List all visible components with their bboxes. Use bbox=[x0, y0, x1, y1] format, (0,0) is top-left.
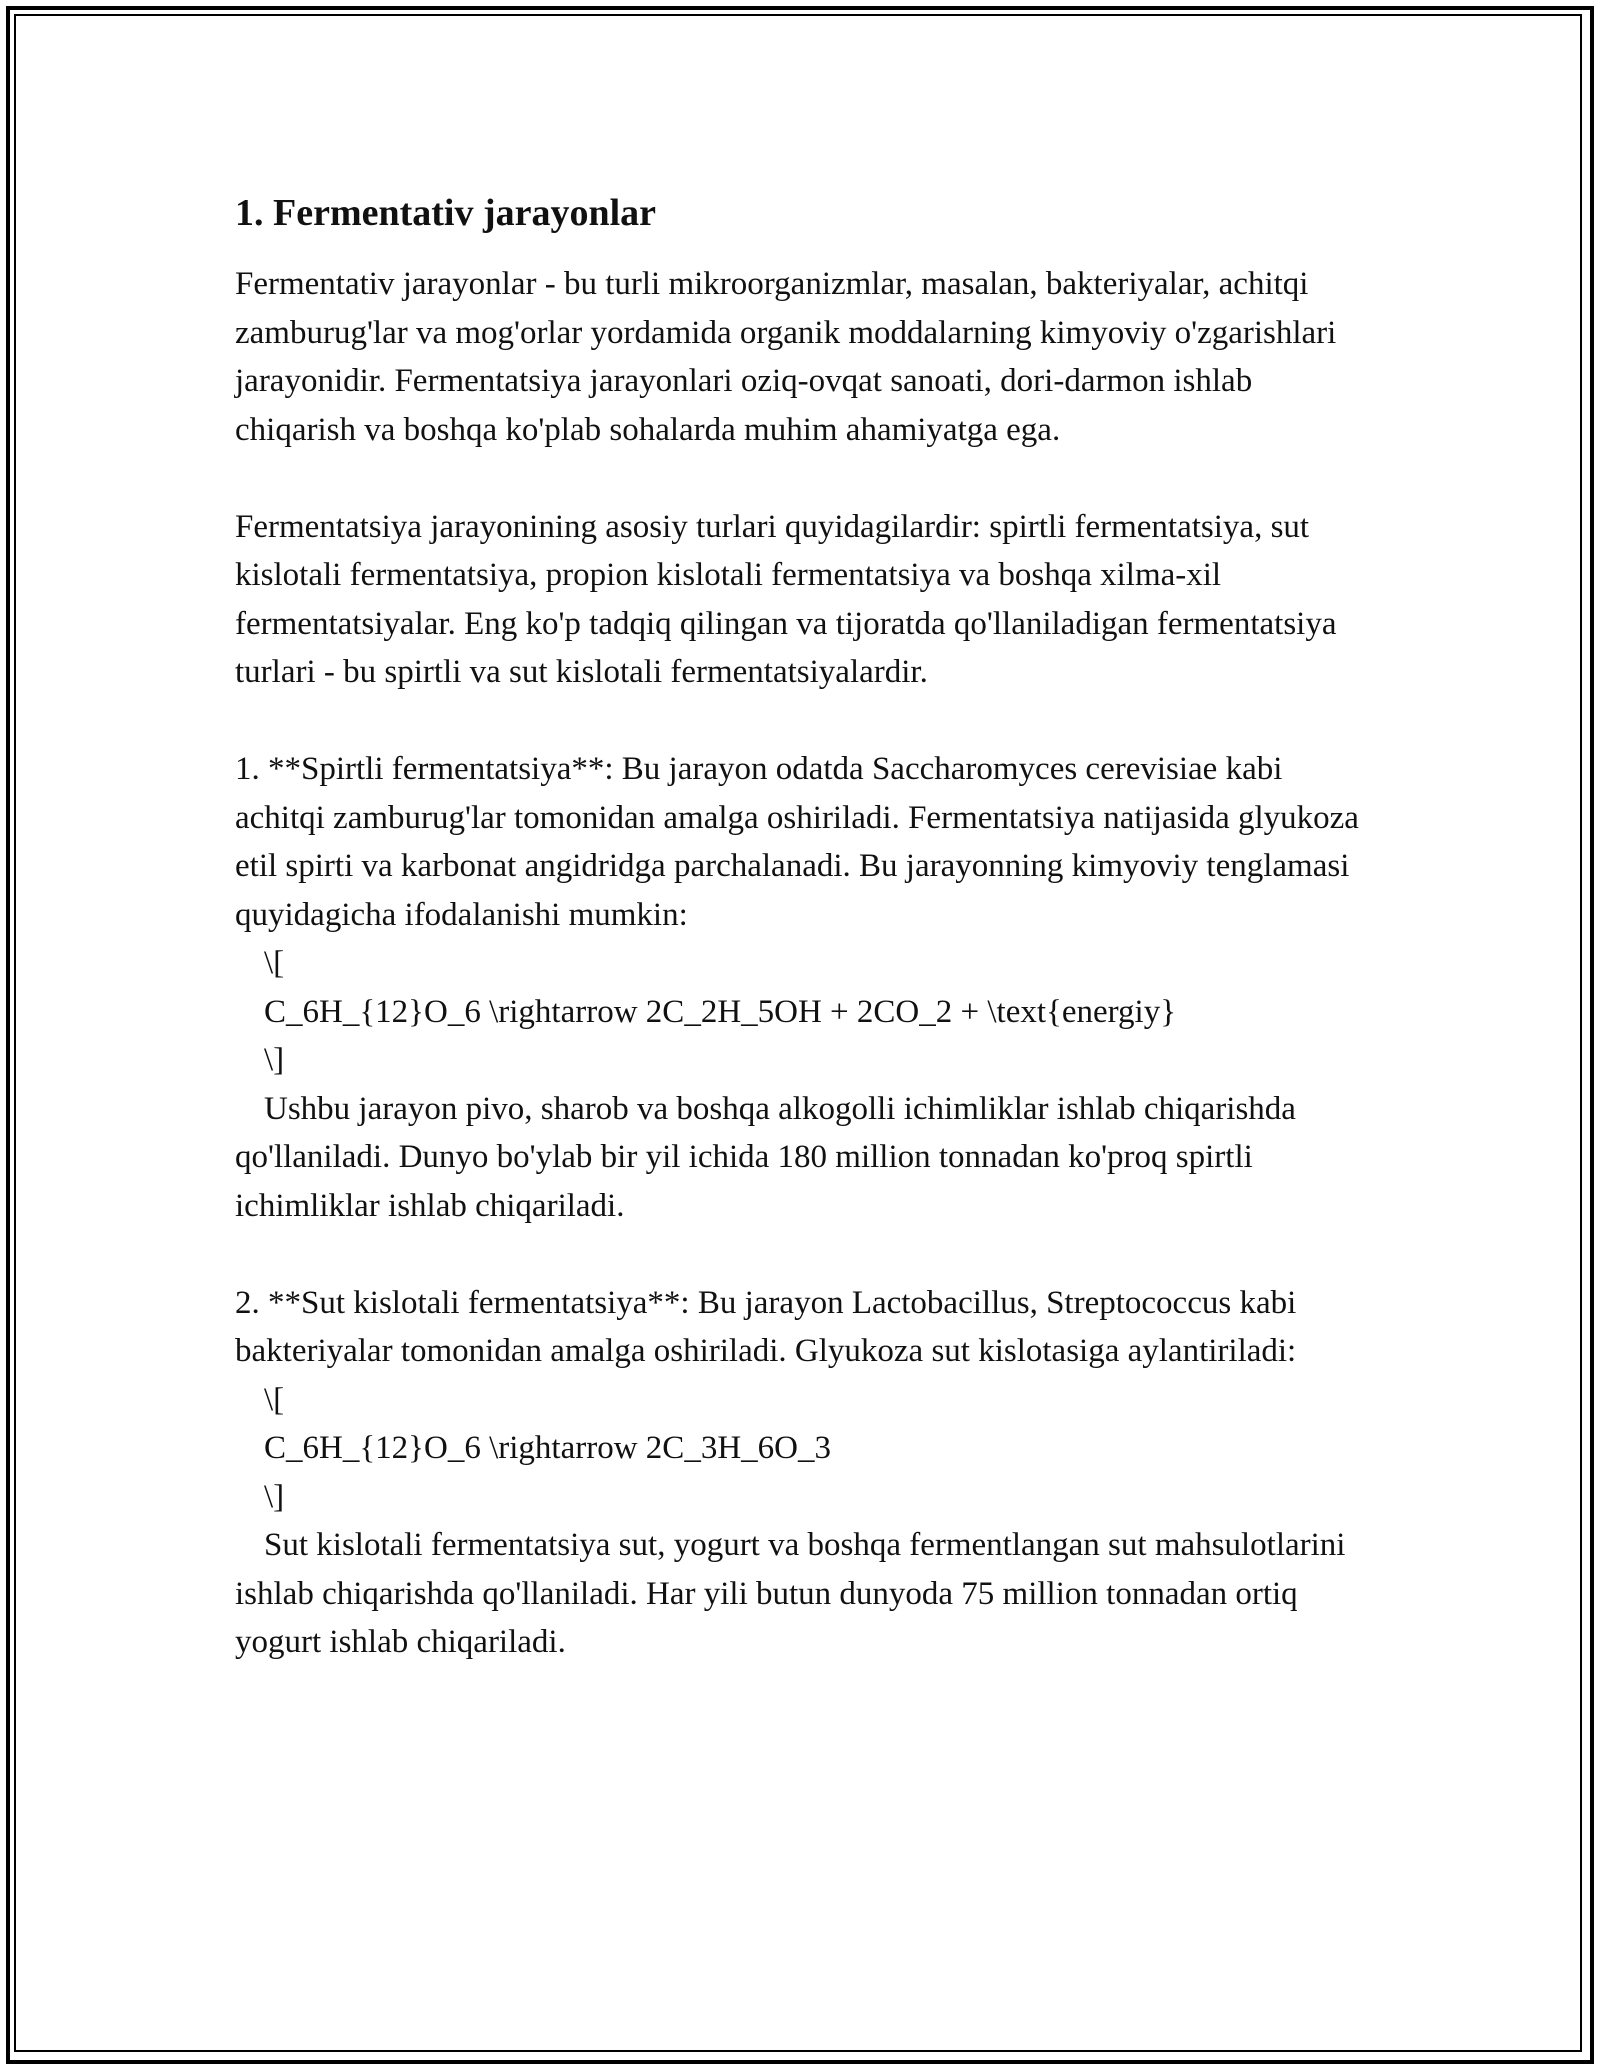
document-body bbox=[235, 188, 1368, 1667]
list-item-alcoholic-fermentation bbox=[235, 745, 1368, 1230]
list-item-note: Ushbu jarayon pivo, sharob va boshqa alkogolli ichimliklar ishlab chiqarishda qo'llaniladi. Dunyo bo'ylab bir yil ichida 180 million tonnadan ko'proq spirtli ichimliklar ishlab chiqariladi. bbox=[235, 1090, 1305, 1224]
list-item-note: Sut kislotali fermentatsiya sut, yogurt va boshqa fermentlangan sut mahsulotlarini ishlab chiqarishda qo'llaniladi. Har yili butun dunyoda 75 million tonnadan ortiq yogurt ishlab chiqariladi. bbox=[235, 1527, 1354, 1660]
formula: C_6H_{12}O_6 \rightarrow 2C_2H_5OH + 2CO_2 + \text{energiy} bbox=[264, 993, 1177, 1030]
formula-close: \] bbox=[264, 1042, 285, 1078]
list-item-lactic-fermentation bbox=[235, 1279, 1365, 1667]
formula: C_6H_{12}O_6 \rightarrow 2C_3H_6O_3 bbox=[264, 1430, 831, 1466]
section-heading: 1. Fermentativ jarayonlar bbox=[235, 192, 657, 234]
formula-open: \[ bbox=[264, 1381, 285, 1418]
intro-paragraph: Fermentativ jarayonlar - bu turli mikroorganizmlar, masalan, bakteriyalar, achitqi zamburug'lar va mog'orlar yordamida organik moddalarning kimyoviy o'zgarishlari jarayonidir. Fermentatsiya jarayonlari oziq-ovqat sanoati, dori-darmon ishlab chiqarish va boshqa ko'plab sohalarda muhim ahamiyatga ega. bbox=[235, 266, 1345, 448]
list-item-text: 2. **Sut kislotali fermentatsiya**: Bu jarayon Lactobacillus, Streptococcus kabi bakteriyalar tomonidan amalga oshiriladi. Glyukoza sut kislotasiga aylantiriladi: bbox=[235, 1284, 1305, 1369]
list-item-text: 1. **Spirtli fermentatsiya**: Bu jarayon odatda Saccharomyces cerevisiae kabi achitqi zamburug'lar tomonidan amalga oshiriladi. Fermentatsiya natijasida glyukoza etil spirti va karbonat angidridga parchalanadi. Bu jarayonning kimyoviy tenglamasi quyidagicha ifodalanishi mumkin: bbox=[235, 751, 1368, 933]
formula-close: \] bbox=[264, 1478, 285, 1515]
formula-open: \[ bbox=[264, 945, 285, 981]
types-paragraph: Fermentatsiya jarayonining asosiy turlari quyidagilardir: spirtli fermentatsiya, sut kislotali fermentatsiya, propion kislotali fermentatsiya va boshqa xilma-xil fermentatsiyalar. Eng ko'p tadqiq qilingan va tijoratda qo'llaniladigan fermentatsiya turlari - bu spirtli va sut kislotali fermentatsiyalardir. bbox=[235, 508, 1345, 690]
